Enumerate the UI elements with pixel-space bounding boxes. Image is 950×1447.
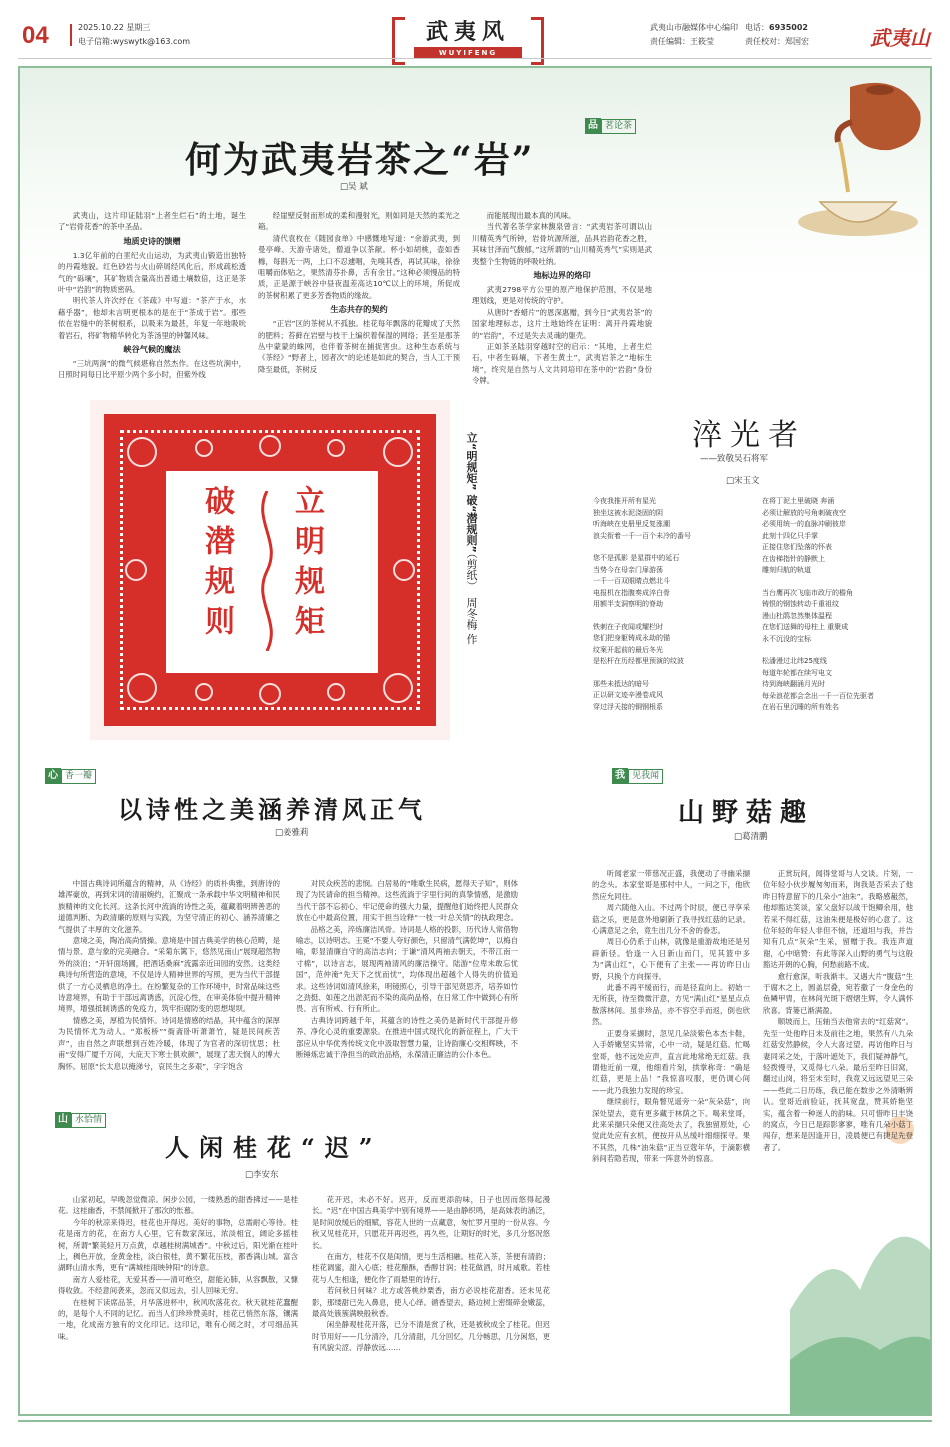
article1-col3 (472, 210, 652, 387)
header-rule (18, 58, 932, 59)
paragraph: 在桂树下读席品茶，月华落进杯中，秋风吹落花衣。秋天就桂花蠢醒的，是每个人不同的记忆。而当人们珍珍赞美时，桂花已悄然东落，镶满一地，化成南方独有的文化印记。这印记，唯有心阅之时，才可细品其味。 (58, 1297, 298, 1341)
papercut-artwork (90, 400, 450, 740)
paragraph: 今年的秋凉来得迟，桂花也开得迟。美好的事物，总需耐心等待。桂花是南方的花，在南方人心里，它有数家深远，浓淡相宜，阔论多摇桂树，所谓“繁英轻月万点黄，卓越桂树满城香”。中秋过后，阳光渐在桂叶上，稠色开放，金黄金桂，淡白银桂，黄不繁花压枝，都香满山城。富含湖畔山清水秀，更有“满城桂雨映钟阳”的诗意。 (58, 1217, 298, 1273)
paragraph: 正要身采撷时，忽见几朵淡紫色本杰卡鞋，入手娇嫩坚实异常，心中一动，疑是红菇。忙喝堂哥，他不远处应声，直言此地常绝无红菇。我谓他近前一观，他细看片刻，拱掌称奇：“确是红菇，更是上品！”我惊喜叹服，更仍调心间——此乃我独力发现的珍宝。 (592, 1028, 750, 1095)
section-title: 武夷风 (425, 19, 510, 45)
poem-line: 待到海峡翻涌月光时 (762, 680, 825, 688)
poem-line: 每朵浪花都会念出一千一百位先驱者 (762, 691, 874, 700)
responsible-editor: 责任编辑：王筱莹 (650, 37, 714, 46)
article1-col2 (258, 210, 460, 375)
teapot-spout (838, 122, 852, 142)
papercut-ornament (252, 491, 282, 651)
poem-line: 今夜我推开所有星光 (593, 497, 656, 505)
poem-line: 每道年轮都在续写电文 (762, 668, 832, 677)
tag-big: 山 (55, 1112, 71, 1128)
article1-col1 (58, 210, 246, 381)
paragraph: 周六随他入山。不过两个时辰，便已寻享采菇之乐，更是意外地刷新了我寻找红菇的记录。心满意足之余，竟生出几分不舍的眷恋。 (592, 903, 750, 936)
section-subtitle: WUYIFENG (414, 47, 522, 59)
papercut-line-1: 立明规矩 (289, 485, 324, 645)
paragraph: 周日心仍系于山林，就像是重游故地还是另辟新径。恰逢一入日新山而门，见其篮中多为“满山红”，心下便有了主张——再访昨日山野，只换个方向探寻。 (592, 937, 750, 981)
poem-title: 淬光者 (692, 418, 806, 453)
paragraph: 意境之美，陶冶高尚情操。意境是中国古典美学的核心范畴，是情与景、意与象的完美融合。“采菊东篱下，悠然见南山”展现超然物外的淡泊；“开轩面场圃，把酒话桑麻”流露亲近田园的安然。这类经典诗句所营造的意境，不仅是诗人精神世界的写照，更为当代干部提供了一方心灵栖息的净土。在纷繁复杂的工作环境中，时常品味这些诗意境界，有助于干部远离诱惑，沉淀心性，在审美体验中提升精神境界，增强抵制诱惑的免疫力，筑牢拒腐防变的思想堤坝。 (58, 936, 280, 1014)
phone-line (745, 22, 808, 34)
poem-line: 漫山杜鹃忽然集体温程 (762, 611, 832, 620)
paragraph: 在南方，桂花不仅是闺情，更与生活相融。桂花入茶，茶便有清韵；桂花调蜜，甜入心底；桂花酿酥，香醇甘润；桂花做酒，时月咸歌。若桂花与人生相逢，便化作了雨悬里的诗行。 (312, 1252, 550, 1284)
poem-line: 铸恨的钢蚀转动千重祖纹 (762, 600, 839, 608)
poem-right-column (762, 496, 922, 714)
publisher: 武夷山市融媒体中心编印 (650, 23, 738, 32)
poem-line: 雕刻归航的轨道 (762, 566, 811, 574)
stanza-gap (762, 577, 922, 588)
papercut-caption-author: 周冬梅 作 (465, 596, 478, 645)
paragraph: “正岩”区的茶树从不孤独。桂花每年飘落的花瓣成了天然的肥料；苔藓在岩壁与枝干上编织着保湿的网络；甚至是那茶丛中蒙蒙的蛛网，也伴着茶树在捕捉害虫。这种生态系统与《茶经》“野者上，园者次”的论述是如此的契合，当人工干预降至最低，茶树反 (258, 319, 460, 374)
article3-byline: □葛清鹏 (734, 832, 768, 842)
article2-title: 以诗性之美涵养清风正气 (118, 795, 426, 824)
tag-small: 见我闻 (628, 769, 663, 784)
poem-line: 是松杆在历经都里预演的纹波 (593, 657, 684, 665)
paragraph: 明代茶人许次纾在《茶疏》中写道：“茶产于水，水藉乎器”，他却未言明更根本的是在于“茶成于岩”。那些依在岩缝中的茶树根系，以吸来为最甚，年复一年地吸吮着岩石，将矿物精华转化为茶汤里的钟馨风味。 (58, 296, 246, 340)
papercut-red-field (104, 414, 436, 726)
phone-number: 6935002 (769, 23, 808, 32)
article2-section-tag (45, 768, 96, 784)
paragraph: 经崖壁反射而形成的柔和漫射光，则如同是天然的柔光之箱。 (258, 211, 460, 232)
poem-line: 在岩石里沉睡的所有姓名 (762, 703, 839, 711)
stanza-gap (762, 645, 922, 656)
poem-line: 穿过浮天接的铜钢根系 (593, 702, 663, 711)
responsible-proofreader: 责任校对：郑国宏 (745, 37, 809, 46)
poem-left-column (593, 496, 743, 713)
paragraph: 古典诗词跨越千年，其蕴含的诗性之美仍是新时代干部提升修养、净化心灵的重要源泉。在推进中国式现代化的新征程上，广大干部应从中华优秀传统文化中汲取智慧力量，让诗韵廉心交相辉映，不断锤炼忠诚干净担当的政治品格，永葆清正廉洁的公仆本色。 (296, 1015, 518, 1060)
bottom-rule (18, 1420, 932, 1422)
article1-title: 何为武夷岩茶之“岩” (185, 139, 535, 181)
stanza-gap (593, 611, 743, 622)
paragraph: 中国古典诗词所蕴含的精神，从《诗经》的质朴典雅，到唐诗的雄浑豪放，再到宋词的清丽婉约，汇聚成一条承载中华文明精神和民族精神的文化长河。这条长河中流淌的诗性之美，蕴藏着明辨善恶的道德判断、为政清廉的原则与实践，为坚守清正的初心、涵养清廉之气提供了丰厚的文化滋养。 (58, 879, 280, 934)
article3-col2 (763, 868, 913, 1153)
article4-section-tag (55, 1112, 106, 1128)
paragraph: 顺坡而上，压轴当去他常去的“红菇窝”。先至一处他昨日未及前往之地，果然有八九朵红菇安然静候，令人大喜过望。再访他昨日与妻同采之处，于落叶遮处下，我们疑神静气，轻拨慢寻，又觅得七八朵。最后至昨日旧窝，翻过山岗，将至未至时，我竟又远远望见三朵——些此二日历练，我已能在数步之外清晰辨认。堂哥近前验证，抚其宽盘，赞其娇艳坚实，蕴含着一种迷人的韵味。只可惜昨日丰饶的窝点，今日已是踪影寥寥，唯有几朵小菇丁闯存，想来是因逢开日，凌晨便已有捷足先登者了。 (763, 1017, 913, 1152)
paragraph: 武夷山，这片印证陆羽“上者生烂石”的土地，诞生了“岩骨花香”的茶中圣品。 (58, 211, 246, 232)
paragraph: 此番不再平缓而行，而是径直向上。初始一无所获，待至微微汗意，方见“满山红”星星点点散落林间。虽非珍品，亦不容空手而返，倒也欣然。 (592, 983, 750, 1027)
subheading: 地质史诗的馈赠 (123, 235, 181, 246)
tag-small: 水恰情 (71, 1113, 106, 1128)
poem-line: 必须让解放的号角刺破夜空 (762, 508, 846, 517)
section-masthead (392, 13, 544, 61)
mountain-front (790, 1337, 930, 1415)
paragraph: 武夷2798平方公里的原产地保护范围，不仅是地理划线，更是对传统的守护。 (472, 285, 652, 306)
poem-line: 正以研文迹辛漫卷成风 (593, 691, 663, 699)
article4-col2 (312, 1194, 550, 1354)
poem-line: 永不沉没的宝标 (762, 634, 811, 643)
paragraph: 正如茶圣陆羽穿越时空的启示：“其地，上者生烂石，中者生砾壤，下者生黄土”，武夷岩茶之“地标生境”，终究是自然与人文共同培印在茶中的“岩韵”身份令牌。 (472, 342, 652, 386)
tag-big: 我 (612, 768, 628, 784)
poem-line: 在齿梯指针的静默上 (762, 554, 825, 563)
paragraph: 从唐时“香蜡片”的恩深惠赠，到今日“武夷岩茶”的国家地理标志，这片土地始终在证明：离开丹霞地貌的“岩韵”，不过是失去灵魂的躯壳。 (472, 307, 652, 340)
page-number: 04 (22, 22, 49, 49)
poem-line: 在您们送舞的母柱上 重聚成 (762, 623, 849, 631)
poem-line: 必须用统一的血脉冲刷彼岸 (762, 520, 846, 528)
teapot-lid (866, 85, 894, 95)
poem-line: 用额半支洞察明的脊劫 (593, 600, 663, 608)
teapot-illustration (780, 72, 930, 252)
brand-logo: 武夷山 (870, 26, 930, 50)
poem-line: 纹案开起前的最后冬光 (593, 645, 663, 654)
poem-subtitle: ——致敬吴石将军 (700, 454, 769, 464)
article4-col1 (58, 1194, 298, 1342)
subheading: 地标边界的烙印 (533, 270, 591, 281)
poem-line: 松潘漫过北纬25度线 (762, 657, 827, 665)
tag-small: 香一瓣 (61, 769, 96, 784)
papercut-caption-title: 立“明规矩” 破“潜规则” (465, 432, 478, 553)
poem-line: 一千一百双眼睛点燃北斗 (593, 577, 670, 585)
article4-byline: □李安东 (245, 1170, 279, 1180)
header-divider (70, 24, 72, 46)
tea-stream (840, 142, 848, 192)
poem-line: 当台鹰再次飞临市政厅的檐角 (762, 588, 853, 597)
contact-email: 电子信箱:wyswytk@163.com (78, 37, 191, 46)
article2-col2 (296, 878, 518, 1061)
paragraph: 1.3亿年前的白垩纪火山运动，为武夷山锻造出独特的丹霞地貌。红色砂岩与火山碎屑经风化后，形成疏松透气的“砾壤”，其矿物质含量高出普通土壤数倍，这正是茶叶中“岩韵”的物质密码。 (58, 250, 246, 295)
papercut-caption-type: （剪纸） (465, 552, 478, 586)
poem-line: 独坐这被水泥浇固的阴 (593, 508, 663, 517)
poem-line: 听海峡在史册里反复涨潮 (593, 520, 670, 528)
poem-line: 在将丁泥土里破晓 奔涌 (762, 497, 835, 505)
article1-byline: □吴 斌 (340, 182, 368, 192)
poem-line: 此刻十四亿只手掌 (762, 531, 818, 540)
stanza-gap (593, 542, 743, 553)
paragraph: 南方人爱桂花，无爱其香——清可绝空，甜能沁肺，从容飘散，又慷得收敛。不经意间袭来，忽而又似远去，引人回味无穷。 (58, 1274, 298, 1296)
article3-section-tag (612, 768, 663, 784)
paragraph: 品格之美，淬炼廉洁风骨。诗词是人格的投影，历代诗人常借物喻志，以诗明志。王冕“不要人夸好颜色，只留清气满乾坤”，以梅自喻，彰显清廉自守的高洁志向；于谦“清风两袖去朝天，不带江南一寸棉”，以诗言志，展现两袖清风的廉洁操守。陆游“位卑未敢忘忧国”，范仲淹“先天下之忧而忧”，均体现出超越个人得失的价值追求。这些诗词如清风徐来，明镜照心，引导干部见贤思齐，培养如竹之劲挺、如莲之出淤泥而不染的高尚品格，在日常工作中做到心有所畏、言有所戒、行有所止。 (296, 924, 518, 1014)
article2-byline: □姜雅莉 (275, 828, 309, 838)
paragraph: 闲坐静观桂花开落，已分不清是赏了秋，还是被秋成全了桂花。但迟时节用好——几分清冷，几分清甜，几分回忆，几分畅思，几分闲悠，更有风貌尖涩、浮静放远…… (312, 1320, 550, 1353)
stanza-gap (593, 668, 743, 679)
poem-line: 您们把身躯铸成永劫的锚 (593, 634, 670, 642)
article4-title: 人闲桂花“迟” (165, 1133, 383, 1162)
article3-col1 (592, 868, 750, 1165)
paragraph: 愈行愈深，听我渐丰。又遇大片“腹菇”生于腐木之上，圆盖层叠，宛若撒了一身金色的鱼鳞甲胄，在林间光斑下熠熠生辉，令人满怀欣喜。背篓已渐满盈。 (763, 971, 913, 1015)
subheading: 峡谷气候的魔法 (123, 344, 181, 355)
issue-date: 2025.10.22 星期三 (78, 23, 151, 32)
paragraph: 情感之美，厚植为民情怀。诗词是情感的结晶，其中蕴含的深厚为民情怀尤为动人。“郑板桥”“衙斋卧听萧萧竹，疑是民间疾苦声”，由自然之声联想到百姓冷暖，体现了为官者的深切忧思；杜甫“安得广厦千万间，大庇天下寒士俱欢颜”，展现了悲天悯人的博大胸怀。屈原“长太息以掩涕兮，哀民生之多艰”，字字饱含 (58, 1015, 280, 1071)
paragraph: 清代袁枚在《随园食单》中感慨地写道：“余游武夷，到曼亭峰、天游寺诸处，僧道争以茶献。杯小如胡桃，壶如香橼，每斟无一两，上口不忍遽咽，先嗅其香，再试其味，徐徐咀嚼而体贴之，果然清芬扑鼻，舌有余甘。”这种必须慢品的特质，正是源于峡谷中昼夜温差高达10℃以上的环境，所促成的茶树积累了更多芳香物质的缘故。 (258, 233, 460, 300)
paragraph: 正赏玩间，闻得堂哥与人交谈。片刻，一位年轻小伙步履匆匆而来，询我是否采去了他昨日特意留下的几朵小“油朱”。我略感赧然，他却豁达笑谈，家父盘好以战干饱鲫余用，他若采不得红菇，这油朱便是极好的心意了。这位年轻的年轻人非但不恼，还道坦与我，并告知有几点“灰朵”生采，留赠于我。我连声道谢，心中暗赞：有此等深入山野的勇气与这般豁达开朗的心胸，何愁前路不成。 (763, 869, 913, 970)
poem-byline: □宋玉文 (726, 476, 760, 486)
paragraph: 当代著名茶学家林馥泉曾言：“武夷岩茶可谓以山川精英秀气所钟，岩骨坑源所滋，品具岩韵花香之胜，其味甘泽而气馥郁，”这所谓的“山川精英秀气”实则是武夷整个生物链的呼吸吐纳。 (472, 222, 652, 266)
paragraph: 而能展现出最本真的风味。 (486, 211, 576, 220)
tag-big: 心 (45, 768, 61, 784)
papercut-line-2: 破潜规则 (199, 485, 234, 645)
paragraph: 继续前行，眼角瞥见遥旁一朵“灰朵菇”，向深处望去，竟有更多藏于林荫之下。喝来堂哥，此来采撷只朵便又往高处去了，我独留原处，心觉此处应有玄机，便按开从丛缓叶细细探寻。果不其然，几株“油朱菇”正当豆蔻年华，于滴影横斜间若隐若现，带来一阵意外的惊喜。 (592, 1097, 750, 1164)
papercut-center-panel (164, 469, 380, 675)
paragraph: 花开迟，未必不好。迟开，反而更添韵味，日子也因而悠得起漫长。“迟”在中国古典美学中别有境界——是由静织鸣，是高妹表的涵泛，是时间放缓后的细赋，容花人世的一点藏意，匆忙罗月里的一份从容。今秋又见桂花开，只愿花开再迟些，再久些，让期好的时光，多几分悠况悠长。 (312, 1195, 550, 1250)
article1-section-tag (585, 118, 636, 134)
paragraph: 听闻老家一带慈况正盛，我便动了寻幽采撷的念头。本家堂哥是那村中人，一问之下，他欣然应允同往。 (592, 869, 750, 901)
paragraph: 山家初起，早晚忽觉微凉。闲步公园，一缕熟悉的甜香拂过——是桂花。这桂幽香，不禁闻掀开了那次的怅慕。 (58, 1195, 298, 1216)
poem-line: 浪尖衔着一千一百个未冷的番号 (593, 531, 691, 540)
poem-line: 铁刺在子夜闻或耀栏时 (593, 622, 663, 631)
poem-line: 电报机在指腹奏成淬白骨 (593, 588, 670, 597)
paragraph: 对民众疾苦的悲悯。白居易的“唯歌生民病，愿得天子知”，则体现了为民请命的担当精神。这些流淌于字里行间的真挚情感，是激励当代干部不忘初心、牢记使命的强大力量，提醒他们始终把人民群众放在心中最高位置，用实干担当诠释“一枝一叶总关情”的执政理念。 (296, 879, 519, 923)
paragraph: 若问秋日何味？北方或答桃炒栗香，南方必说桂花甜香。还未见花影，那缕甜已先入鼻息，使人心绎。循香望去，路边树上密缀碎金嫩蕊，最高处簇簇满映般秋香。 (312, 1286, 550, 1319)
papercut-caption (463, 432, 479, 732)
tag-small: 茗论茶 (601, 119, 636, 134)
article2-col1 (58, 878, 280, 1072)
phone-label: 电话： (745, 23, 769, 32)
subheading: 生态共存的契约 (330, 304, 388, 315)
poem-line: 那些未抵达的暗号 (593, 679, 649, 688)
poem-line: 您不是孤影 是星群中的延石 (593, 554, 680, 562)
article3-title: 山野菇趣 (678, 798, 815, 828)
poem-line: 当势今在母亲门扉游荡 (593, 565, 663, 574)
paragraph: “三坑两涧”的微气候堪称自然杰作。在这些坑涧中，日照时间每日比平原少两个多小时，但紫外线 (58, 359, 246, 380)
tag-big: 品 (585, 118, 601, 134)
poem-line: 正接住您们坠落的怀表 (762, 543, 832, 551)
